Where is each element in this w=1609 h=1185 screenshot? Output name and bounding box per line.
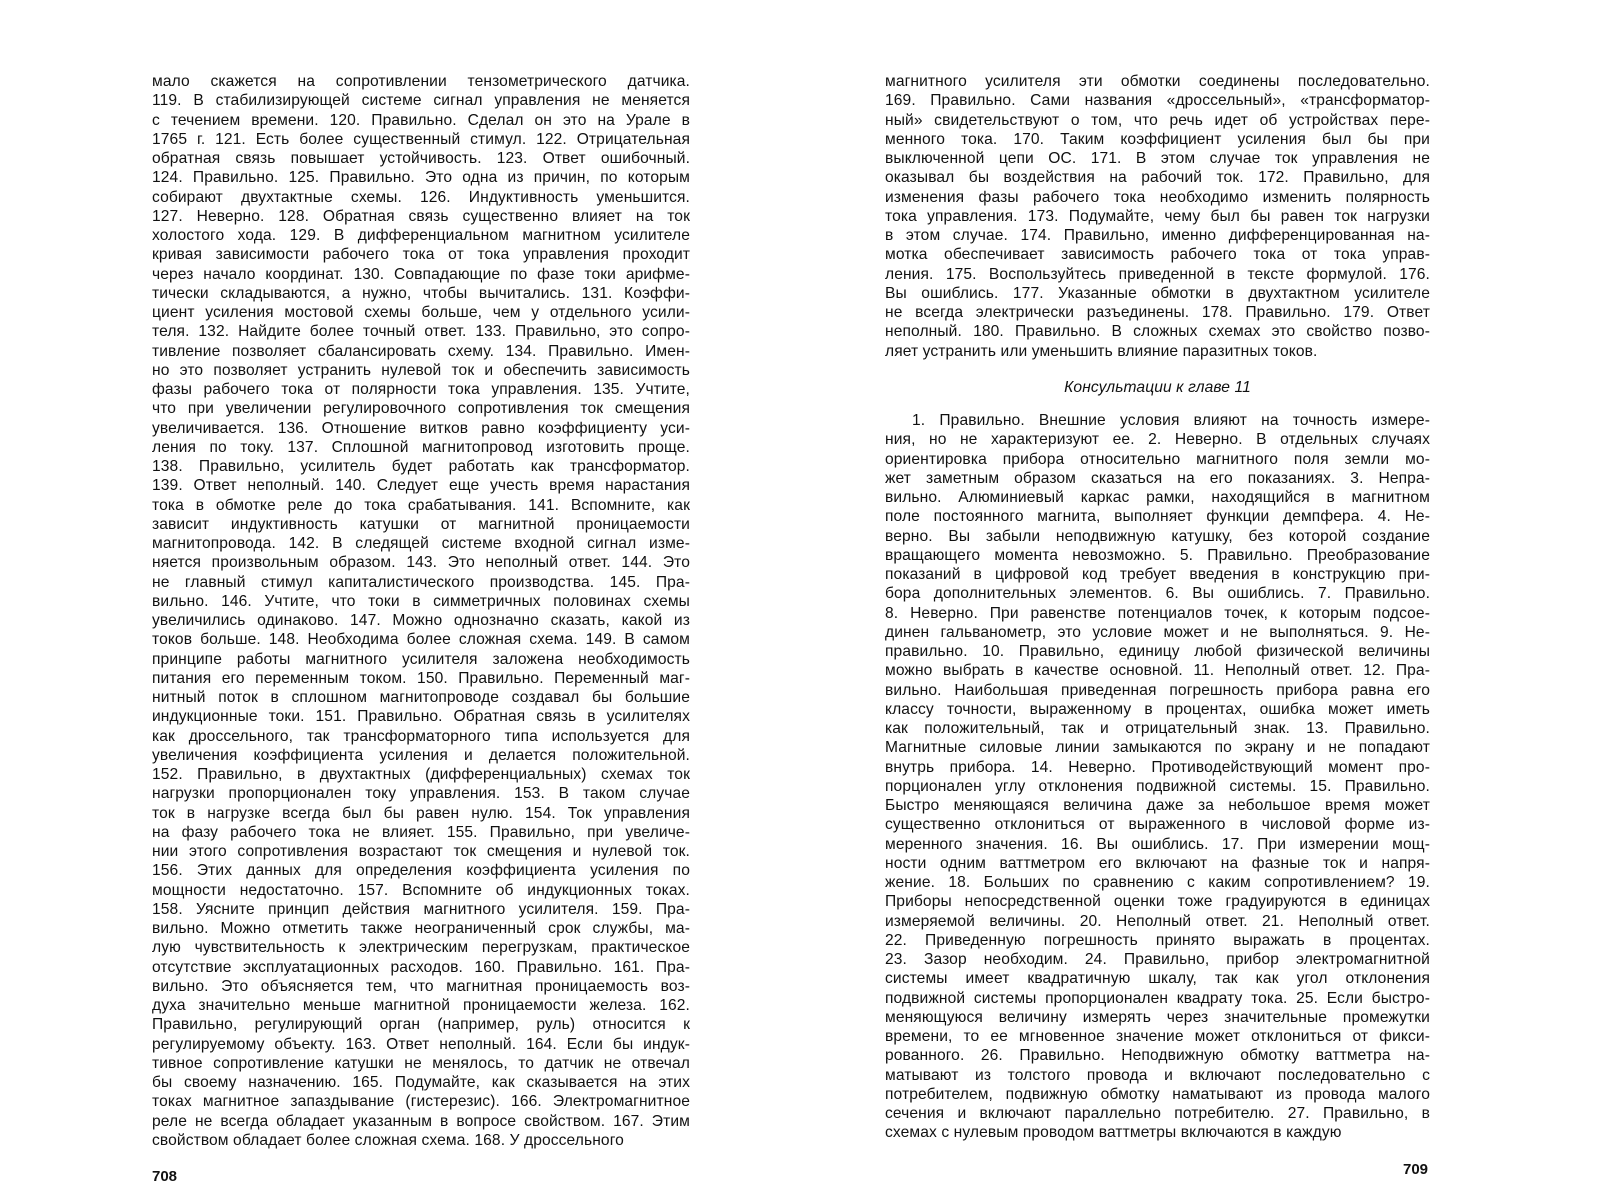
page-number: 709 — [1403, 1161, 1429, 1178]
left-page — [0, 0, 804, 1185]
text-line: классу точности, выраженному в процентах, ошибка может иметь — [885, 700, 1430, 718]
text-line: 152. Правильно, в двухтактных (дифференциальных) схемах ток — [152, 766, 690, 783]
left-page-text — [152, 72, 690, 1150]
text-line: нагрузки пропорционален току управления. 153. В таком случае — [152, 785, 690, 803]
text-line: ток в нагрузке всегда был бы равен нулю. 154. Ток управления — [152, 804, 690, 822]
text-line: теля. 132. Найдите более точный ответ. 133. Правильно, это сопро- — [152, 323, 690, 341]
text-line: 124. Правильно. 125. Правильно. Это одна из причин, по которым — [152, 169, 690, 187]
text-line: сечения и включают параллельно потребителю. 27. Правильно, в — [885, 1105, 1430, 1122]
text-line: мало скажется на сопротивлении тензометрического датчика. — [152, 73, 690, 90]
text-line: 138. Правильно, усилитель будет работать как трансформатор. — [152, 458, 690, 475]
text-line: как дроссельного, так трансформаторного типа используется для — [152, 727, 690, 745]
text-line: можно выбрать в качестве основной. 11. Неполный ответ. 12. Пра- — [885, 662, 1430, 680]
text-line: вильно. Наибольшая приведенная погрешность прибора равна его — [885, 681, 1430, 699]
text-line: принципе работы магнитного усилителя заложена необходимость — [152, 650, 690, 668]
text-line: тока управления. 173. Подумайте, чему был бы равен ток нагрузки — [885, 207, 1430, 225]
text-line: питания его переменным током. 150. Правильно. Переменный маг- — [152, 669, 690, 687]
text-line: измеряемой величины. 20. Неполный ответ. 21. Неполный ответ. — [885, 912, 1430, 930]
text-line: системы имеет квадратичную шкалу, так как угол отклонения — [885, 970, 1430, 988]
text-line: выключенной цепи ОС. 171. В этом случае ток управления не — [885, 150, 1430, 167]
text-line: вращающего момента невозможно. 5. Правильно. Преобразование — [885, 546, 1430, 564]
text-line: реле не всегда обладает указанным в вопросе свойством. 167. Этим — [152, 1112, 690, 1130]
text-line: Вы ошиблись. 177. Указанные обмотки в двухтактном усилителе — [885, 284, 1430, 302]
text-line: подвижной системы пропорционален квадрату тока. 25. Если быстро- — [885, 989, 1430, 1007]
text-line: ляет устранить или уменьшить влияние паразитных токов. — [885, 342, 1318, 360]
text-line: бора дополнительных элементов. 6. Вы ошиблись. 7. Правильно. — [885, 585, 1430, 603]
text-line: вильно. Это объясняется тем, что магнитная проницаемость воз- — [152, 977, 690, 995]
text-line: Приборы непосредственной оценки тоже градуируются в единицах — [885, 893, 1430, 911]
text-line: магнитопровода. 142. В следящей системе входной сигнал изме- — [152, 535, 690, 552]
text-line: собирают двухтактные схемы. 126. Индуктивность уменьшится. — [152, 188, 690, 206]
text-line: неполный. 180. Правильно. В сложных схемах это свойство позво- — [885, 323, 1430, 341]
text-line: нитный поток в сплошном магнитопроводе создавал бы большие — [152, 689, 690, 706]
text-line: индукционные токи. 151. Правильно. Обратная связь в усилителях — [152, 708, 690, 726]
text-line: увеличивается. 136. Отношение витков равно коэффициенту уси- — [152, 419, 690, 437]
text-line: увеличились одинаково. 147. Можно однозначно сказать, какой из — [152, 612, 690, 629]
text-line: 158. Уясните принцип действия магнитного усилителя. 159. Пра- — [152, 900, 690, 918]
text-line: но это позволяет устранить нулевой ток и обеспечить зависимость — [152, 361, 690, 379]
text-line: верно. Вы забыли неподвижную катушку, без которой создание — [885, 527, 1430, 545]
text-line: что при увеличении регулировочного сопротивления ток смещения — [152, 400, 690, 418]
text-line: 127. Неверно. 128. Обратная связь существенно влияет на ток — [152, 207, 690, 225]
text-line: 156. Этих данных для определения коэффициента усиления по — [152, 862, 690, 880]
text-line: на фазу рабочего тока не влияет. 155. Правильно, при увеличе- — [152, 823, 690, 841]
text-line: 169. Правильно. Сами названия «дроссельный», «трансформатор- — [885, 92, 1430, 110]
text-line: циент усиления мостовой схемы больше, чем у отдельного усили- — [152, 304, 690, 321]
text-line: 8. Неверно. При равенстве потенциалов точек, к которым подсое- — [885, 604, 1430, 622]
text-line: обратная связь повышает устойчивость. 123. Ответ ошибочный. — [152, 150, 690, 167]
text-line: фазы рабочего тока от полярности тока управления. 135. Учтите, — [152, 381, 690, 398]
text-line: показаний в цифровой код требует введения в конструкцию при- — [885, 566, 1430, 583]
text-line: нии этого сопротивления возрастают ток смещения и нулевой ток. — [152, 843, 690, 860]
text-line: духа значительно меньше магнитной проницаемости железа. 162. — [152, 997, 690, 1014]
text-line: мощности недостаточно. 157. Вспомните об индукционных токах. — [152, 881, 690, 899]
text-line: времени, то ее мгновенное значение может отклониться от фикси- — [885, 1028, 1430, 1045]
text-line: ния, но не характеризуют ее. 2. Неверно. В отдельных случаях — [885, 431, 1430, 449]
text-line: схемах с нулевым проводом ваттметры включаются в каждую — [885, 1124, 1342, 1142]
text-line: вильно. Алюминиевый каркас рамки, находящийся в магнитном — [885, 489, 1430, 506]
text-line: бы своему назначению. 165. Подумайте, как сказывается на этих — [152, 1074, 690, 1091]
text-line: кривая зависимости рабочего тока от тока управления проходит — [152, 246, 690, 264]
text-line: поле постоянного магнита, выполняет функции демпфера. 4. Не- — [885, 508, 1430, 526]
text-line: тока в обмотке реле до тока срабатывания. 141. Вспомните, как — [152, 496, 690, 514]
text-line: няется произвольным образом. 143. Это неполный ответ. 144. Это — [152, 554, 690, 572]
text-line: меняющуюся величину измерять через значительные промежутки — [885, 1008, 1430, 1026]
text-line: жет заметным образом сказаться на его показаниях. 3. Непра- — [885, 469, 1430, 487]
text-line: в этом случае. 174. Правильно, именно дифференцированная на- — [885, 227, 1430, 244]
text-line: внутрь прибора. 14. Неверно. Противодействующий момент про- — [885, 758, 1430, 776]
section-heading: Консультации к главе 11 — [1064, 378, 1251, 396]
text-line: холостого хода. 129. В дифференциальном магнитном усилителе — [152, 227, 690, 244]
text-line: 22. Приведенную погрешность принято выражать в процентах. — [885, 931, 1430, 949]
right-page-text-top — [885, 72, 1430, 361]
text-line: 1765 г. 121. Есть более существенный стимул. 122. Отрицательная — [152, 130, 690, 148]
text-line: токах магнитное запаздывание (гистерезис). 166. Электромагнитное — [152, 1093, 690, 1111]
text-line: токов больше. 148. Необходима более сложная схема. 149. В самом — [152, 631, 690, 649]
text-line: отсутствие эксплуатационных расходов. 160. Правильно. 161. Пра- — [152, 958, 690, 976]
text-line: правильно. 10. Правильно, единицу любой физической величины — [885, 643, 1430, 660]
text-line: Правильно, регулирующий орган (например, руль) относится к — [152, 1016, 690, 1034]
text-line: через начало координат. 130. Совпадающие по фазе токи арифме- — [152, 265, 690, 283]
text-line: порционален углу отклонения подвижной системы. 15. Правильно. — [885, 777, 1430, 795]
text-line: тивление позволяет сбалансировать схему. 134. Правильно. Имен- — [152, 342, 690, 360]
text-line: ления по току. 137. Сплошной магнитопровод изготовить проще. — [152, 438, 690, 456]
text-line: регулируемому объекту. 163. Ответ неполный. 164. Если бы индук- — [152, 1035, 690, 1053]
text-line: не всегда электрически разъединены. 178. Правильно. 179. Ответ — [885, 304, 1430, 321]
text-line: увеличения коэффициента усиления и делается положительной. — [152, 746, 690, 764]
text-line: изменения фазы рабочего тока необходимо изменить полярность — [885, 188, 1430, 206]
right-page — [805, 0, 1609, 1178]
text-line: жение. 18. Больших по сравнению с каким сопротивлением? 19. — [885, 874, 1430, 891]
text-line: ления. 175. Воспользуйтесь приведенной в тексте формулой. 176. — [885, 265, 1430, 283]
text-line: 139. Ответ неполный. 140. Следует еще учесть время нарастания — [152, 477, 690, 495]
text-line: с течением времени. 120. Правильно. Сделал он это на Урале в — [152, 111, 690, 129]
text-line: вильно. 146. Учтите, что токи в симметричных половинах схемы — [152, 592, 690, 610]
text-line: зависит индуктивность катушки от магнитной проницаемости — [152, 515, 690, 533]
text-line: 23. Зазор необходим. 24. Правильно, прибор электромагнитной — [885, 951, 1430, 968]
text-line: мотка обеспечивает зависимость рабочего тока от тока управ- — [885, 246, 1430, 264]
text-line: существенно отклониться от выраженного в числовой форме из- — [885, 816, 1430, 834]
text-line: Магнитные силовые линии замыкаются по экрану и не попадают — [885, 739, 1430, 757]
text-line: Быстро меняющаяся величина даже за небольшое время может — [885, 797, 1430, 814]
text-line: магнитного усилителя эти обмотки соединены последовательно. — [885, 73, 1430, 90]
text-line: 119. В стабилизирующей системе сигнал управления не меняется — [152, 92, 690, 110]
text-line: как положительный, так и отрицательный знак. 13. Правильно. — [885, 720, 1430, 737]
text-line: рованного. 26. Правильно. Неподвижную обмотку ваттметра на- — [885, 1047, 1430, 1065]
text-line: потребителем, подвижную обмотку наматывают из провода малого — [885, 1085, 1430, 1103]
text-line: динен гальванометр, это условие может и не выполняться. 9. Не- — [885, 623, 1430, 641]
text-line: 1. Правильно. Внешние условия влияют на точность измере- — [912, 412, 1430, 429]
text-line: не главный стимул капиталистического производства. 145. Пра- — [152, 573, 690, 591]
text-line: менного тока. 170. Таким коэффициент усиления был бы при — [885, 130, 1430, 148]
text-line: свойством обладает более сложная схема. 168. У дроссельного — [152, 1131, 624, 1149]
text-line: ности одним ваттметром его включают на фазные ток и напря- — [885, 854, 1430, 872]
page-number: 708 — [152, 1168, 178, 1185]
right-page-text — [885, 72, 1430, 1143]
text-line: тивное сопротивление катушки не менялось, то датчик не отвечал — [152, 1054, 690, 1072]
text-line: меренного значения. 16. Вы ошиблись. 17. При измерении мощ- — [885, 835, 1430, 853]
text-line: лую чувствительность к электрическим перегрузкам, практическое — [152, 939, 690, 957]
text-line: тически складываются, а нужно, чтобы вычитались. 131. Коэффи- — [152, 284, 690, 302]
text-line: матывают из толстого провода и включают последовательно с — [885, 1066, 1430, 1084]
text-line: оказывал бы воздействия на рабочий ток. 172. Правильно, для — [885, 169, 1430, 187]
text-line: ный» свидетельствуют о том, что речь идет об устройствах пере- — [885, 111, 1430, 129]
text-line: ориентировка прибора относительно магнитного поля земли мо- — [885, 450, 1430, 468]
right-page-text-bottom — [885, 411, 1430, 1143]
text-line: вильно. Можно отметить также неограниченный срок службы, ма- — [152, 920, 690, 937]
